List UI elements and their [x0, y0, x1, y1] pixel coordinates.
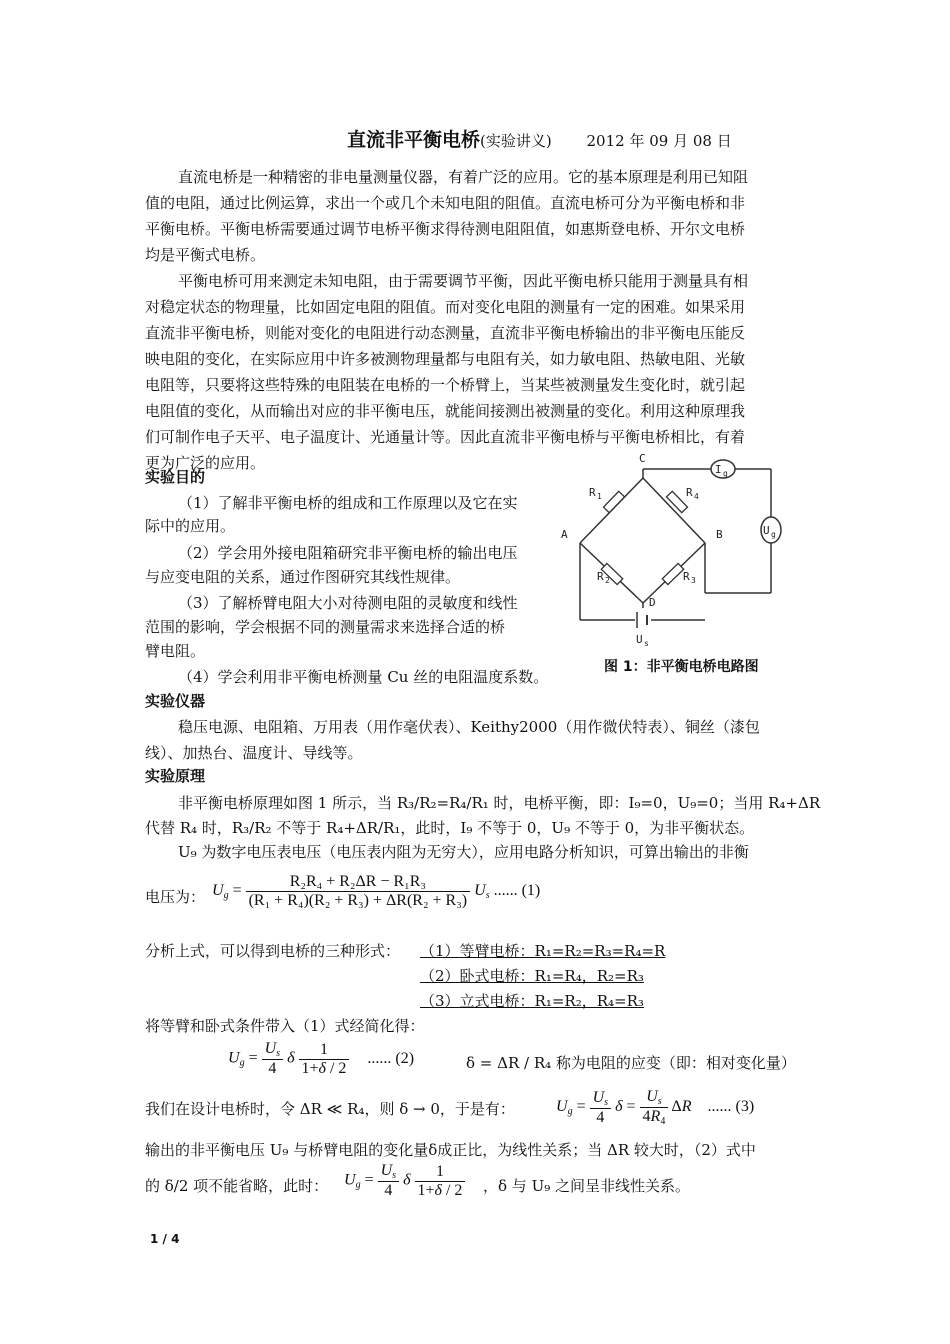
node-label-a: A [561, 528, 568, 541]
title-subtitle: (实验讲义) [480, 132, 552, 150]
resistor-label-r1: R [589, 486, 596, 499]
objective-item: 际中的应用。 [145, 517, 236, 535]
intro-p1-line: 平衡电桥。平衡电桥需要通过调节电桥平衡求得待测电阻阻值，如惠斯登电桥、开尔文电桥 [145, 220, 746, 238]
eq1-prefix: 电压为： [145, 888, 206, 906]
delta-definition: δ = ΔR / R₄ 称为电阻的应变（即：相对变化量） [466, 1054, 796, 1072]
eq2-tag: ...... (2) [367, 1049, 415, 1067]
intro-p2-line: 电阻值的变化，从而输出对应的非平衡电压，就能间接测出被测量的变化。利用这种原理我 [145, 402, 746, 420]
instruments-line: 线）、加热台、温度计、导线等。 [145, 744, 363, 762]
resistor-sub-r4: 4 [694, 492, 699, 501]
objective-item: 臂电阻。 [145, 642, 206, 660]
section-heading-instruments: 实验仪器 [145, 692, 206, 710]
equation-1: $U_g$ = $\frac{\text{R₂R₄ + R₂ΔR − R₁R₃}}{\text{(R₁ + R₄)(R₂ + R₃) + ΔR(R₂ + R₃)}}$ $U_s$ ...... (1) [212, 873, 541, 909]
page-number: 1 / 4 [150, 1232, 180, 1246]
bridge-form-2: （2）卧式电桥：R₁=R₄，R₂=R₃ [420, 967, 644, 985]
linear-line-2: 的 δ/2 项不能省略，此时： [145, 1177, 329, 1195]
analysis-line: 分析上式，可以得到电桥的三种形式： [145, 942, 401, 960]
eq1-numerator: R₂R₄ + R₂ΔR − R₁R₃ [246, 873, 471, 892]
intro-p2-line: 们可制作电子天平、电子温度计、光通量计等。因此直流非平衡电桥与平衡电桥相比，有着 [145, 428, 746, 446]
resistor-label-r4: R [686, 486, 693, 499]
objective-item: （1）了解非平衡电桥的组成和工作原理以及它在实 [178, 494, 518, 512]
objective-item: （2）学会用外接电阻箱研究非平衡电桥的输出电压 [178, 544, 518, 562]
page-title [347, 125, 732, 152]
equation-nonlinear: $U_g$ = $\frac{U_s}{4}$ δ $\frac{1}{1+\delta / 2}$ [344, 1162, 465, 1200]
eq3-tag: ...... (3) [707, 1098, 755, 1116]
intro-p1-line: 均是平衡式电桥。 [145, 246, 266, 264]
node-label-b: B [716, 528, 723, 541]
node-label-c: C [639, 452, 646, 465]
objective-item: （4）学会利用非平衡电桥测量 Cu 丝的电阻温度系数。 [178, 668, 549, 686]
figure-caption: 图 1：非平衡电桥电路图 [604, 659, 759, 675]
intro-p2-line: 直流非平衡电桥，则能对变化的电阻进行动态测量，直流非平衡电桥输出的非平衡电压能反 [145, 324, 746, 342]
title-date: 2012 年 09 月 08 日 [586, 132, 732, 150]
intro-p1-line: 值的电阻，通过比例运算，求出一个或几个未知电阻的阻值。直流电桥可分为平衡电桥和非 [145, 194, 746, 212]
intro-p2-line: 平衡电桥可用来测定未知电阻，由于需要调节平衡，因此平衡电桥只能用于测量具有相 [178, 272, 749, 290]
source-sub-us: s [644, 639, 649, 648]
equation-2: $U_g$ = $\frac{U_s}{4}$ δ $\frac{1}{1+\delta / 2}$ ...... (2) [228, 1040, 415, 1077]
eq1-denominator: (R₁ + R₄)(R₂ + R₃) + ΔR(R₂ + R₃) [248, 892, 468, 909]
bridge-form-1: （1）等臂电桥：R₁=R₂=R₃=R₄=R [420, 942, 666, 960]
nonlinear-suffix: ，δ 与 U₉ 之间呈非线性关系。 [483, 1177, 690, 1195]
eq1-tag: ...... (1) [493, 882, 541, 900]
simplify-line: 将等臂和卧式条件带入（1）式经简化得： [145, 1017, 425, 1035]
title-main: 直流非平衡电桥 [347, 129, 481, 151]
principle-line: U₉ 为数字电压表电压（电压表内阻为无穷大），应用电路分析知识，可算出输出的非衡 [178, 843, 749, 861]
meter-sub-ug: g [771, 530, 776, 539]
resistor-r4 [666, 491, 687, 512]
intro-p2-line: 电阻等，只要将这些特殊的电阻装在电桥的一个桥臂上，当某些被测量发生变化时，就引起 [145, 376, 746, 394]
source-label-us: U [636, 633, 643, 646]
intro-p1-line: 直流电桥是一种精密的非电量测量仪器，有着广泛的应用。它的基本原理是利用已知阻 [178, 168, 749, 186]
section-heading-principle: 实验原理 [145, 767, 206, 785]
objective-item: （3）了解桥臂电阻大小对待测电阻的灵敏度和线性 [178, 594, 518, 612]
principle-line: 非平衡电桥原理如图 1 所示，当 R₃/R₂=R₄/R₁ 时，电桥平衡，即：I₉=0，U₉=0；当用 R₄+ΔR [178, 794, 821, 812]
resistor-label-r2: R [597, 570, 604, 583]
resistor-label-r3: R [683, 570, 690, 583]
bridge-circuit-diagram [555, 448, 795, 648]
intro-p2-line: 对稳定状态的物理量，比如固定电阻的阻值。而对变化电阻的测量有一定的困难。如果采用 [145, 298, 746, 316]
meter-sub-ig: g [723, 469, 728, 478]
intro-p2-line: 映电阻的变化，在实际应用中许多被测物理量都与电阻有关，如力敏电阻、热敏电阻、光敏 [145, 350, 746, 368]
resistor-sub-r1: 1 [597, 492, 602, 501]
principle-line: 代替 R₄ 时，R₃/R₂ 不等于 R₄+ΔR/R₁，此时，I₉ 不等于 0，U₉ 不等于 0，为非平衡状态。 [145, 819, 755, 837]
objective-item: 与应变电阻的关系，通过作图研究其线性规律。 [145, 568, 461, 586]
resistor-r1 [603, 491, 624, 512]
meter-label-ug: U [763, 524, 770, 537]
resistor-sub-r2: 2 [605, 576, 610, 585]
section-heading-objectives: 实验目的 [145, 468, 206, 486]
objective-item: 范围的影响，学会根据不同的测量需求来选择合适的桥 [145, 618, 506, 636]
design-line: 我们在设计电桥时，令 ΔR ≪ R₄，则 δ → 0，于是有： [145, 1100, 515, 1118]
node-label-d: D [649, 596, 656, 609]
meter-label-ig: I [715, 463, 722, 476]
intro-p2-line: 更为广泛的应用。 [145, 454, 266, 472]
resistor-r3 [662, 563, 683, 584]
instruments-line: 稳压电源、电阻箱、万用表（用作毫伏表）、Keithy2000（用作微伏特表）、铜丝（漆包 [178, 718, 760, 736]
equation-3: $U_g$ = $\frac{U_s}{4}$ δ = $\frac{U_s}{4R_4}$ ΔR ...... (3) [556, 1088, 755, 1127]
linear-line: 输出的非平衡电压 U₉ 与桥臂电阻的变化量δ成正比，为线性关系；当 ΔR 较大时，（2）式中 [145, 1141, 756, 1159]
bridge-form-3: （3）立式电桥：R₁=R₂，R₄=R₃ [420, 992, 644, 1010]
resistor-sub-r3: 3 [691, 576, 696, 585]
